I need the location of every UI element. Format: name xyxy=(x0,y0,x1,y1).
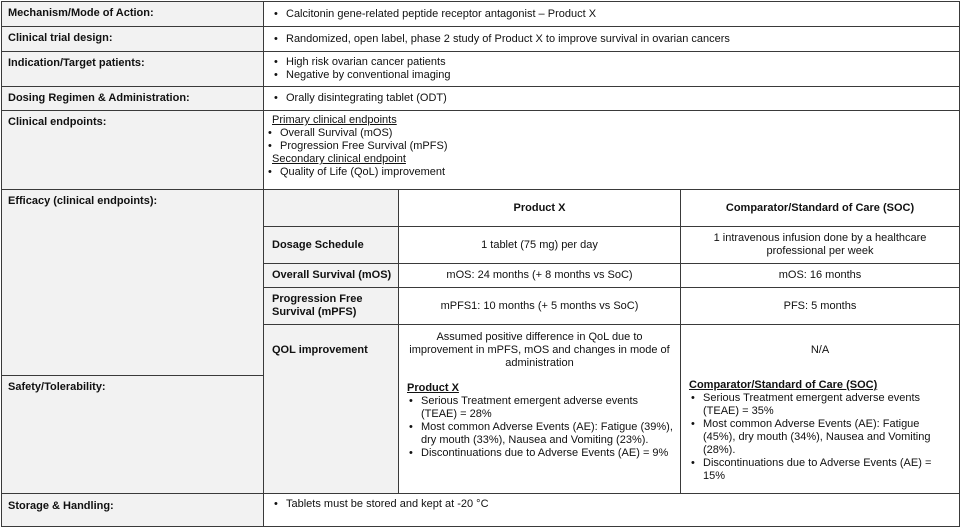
safety-product-column xyxy=(399,376,681,493)
list-item: • Discontinuations due to Adverse Events (AE) = 9% xyxy=(407,447,674,460)
safety-soc-heading: Comparator/Standard of Care (SOC) xyxy=(689,379,878,391)
table-cell: 1 intravenous infusion done by a healthcare professional per week xyxy=(681,227,959,264)
table-cell: N/A xyxy=(681,325,959,376)
list-item: • Orally disintegrating tablet (ODT) xyxy=(272,92,951,105)
secondary-endpoint-heading: Secondary clinical endpoint xyxy=(272,153,406,165)
list-item: • Progression Free Survival (mPFS) xyxy=(266,140,951,153)
row-label: Indication/Target patients: xyxy=(2,52,264,86)
table-row-header: Dosage Schedule xyxy=(264,227,399,264)
row-label: Safety/Tolerability: xyxy=(2,376,264,493)
list-item: • Overall Survival (mOS) xyxy=(266,127,951,140)
table-cell: Assumed positive difference in QoL due to improvement in mPFS, mOS and changes in mode of administration xyxy=(399,325,681,376)
column-header-soc: Comparator/Standard of Care (SOC) xyxy=(681,190,959,227)
list-item: • Most common Adverse Events (AE): Fatigue (39%), dry mouth (33%), Nausea and Vomiting (23%). xyxy=(407,421,674,447)
row-dosing xyxy=(2,87,959,111)
product-profile-table xyxy=(1,1,960,527)
safety-product-heading: Product X xyxy=(407,382,459,394)
list-item: • Calcitonin gene-related peptide receptor antagonist – Product X xyxy=(272,8,951,21)
efficacy-table xyxy=(264,190,959,375)
table-row-header: Progression Free Survival (mPFS) xyxy=(264,288,399,325)
row-storage xyxy=(2,494,959,526)
list-item: • Most common Adverse Events (AE): Fatigue (45%), dry mouth (34%), Nausea and Vomiting (28%). xyxy=(689,418,953,457)
list-item: • High risk ovarian cancer patients xyxy=(272,56,951,69)
primary-endpoints-heading: Primary clinical endpoints xyxy=(272,114,397,126)
row-label: Clinical endpoints: xyxy=(2,111,264,189)
table-cell: PFS: 5 months xyxy=(681,288,959,325)
table-row-header: QOL improvement xyxy=(264,325,399,376)
list-item: • Serious Treatment emergent adverse events (TEAE) = 35% xyxy=(689,392,953,418)
row-clinical-endpoints xyxy=(2,111,959,190)
table-row-header: Overall Survival (mOS) xyxy=(264,264,399,288)
row-label: Storage & Handling: xyxy=(2,494,264,526)
table-cell: mPFS1: 10 months (+ 5 months vs SoC) xyxy=(399,288,681,325)
table-cell: mOS: 24 months (+ 8 months vs SoC) xyxy=(399,264,681,288)
row-efficacy xyxy=(2,190,959,376)
row-mechanism xyxy=(2,2,959,27)
row-label: Efficacy (clinical endpoints): xyxy=(2,190,264,375)
safety-soc-column xyxy=(681,376,959,493)
table-cell: mOS: 16 months xyxy=(681,264,959,288)
list-item: • Serious Treatment emergent adverse events (TEAE) = 28% xyxy=(407,395,674,421)
row-indication xyxy=(2,52,959,87)
list-item: • Quality of Life (QoL) improvement xyxy=(266,166,951,179)
table-cell: 1 tablet (75 mg) per day xyxy=(399,227,681,264)
row-trial-design xyxy=(2,27,959,52)
row-label: Clinical trial design: xyxy=(2,27,264,51)
column-header-product: Product X xyxy=(399,190,681,227)
row-label: Mechanism/Mode of Action: xyxy=(2,2,264,26)
row-safety xyxy=(2,376,959,494)
row-label: Dosing Regimen & Administration: xyxy=(2,87,264,110)
list-item: • Tablets must be stored and kept at -20 °C xyxy=(272,498,951,511)
list-item: • Randomized, open label, phase 2 study of Product X to improve survival in ovarian cancers xyxy=(272,33,951,46)
list-item: • Negative by conventional imaging xyxy=(272,69,951,82)
list-item: • Discontinuations due to Adverse Events (AE) = 15% xyxy=(689,457,953,483)
